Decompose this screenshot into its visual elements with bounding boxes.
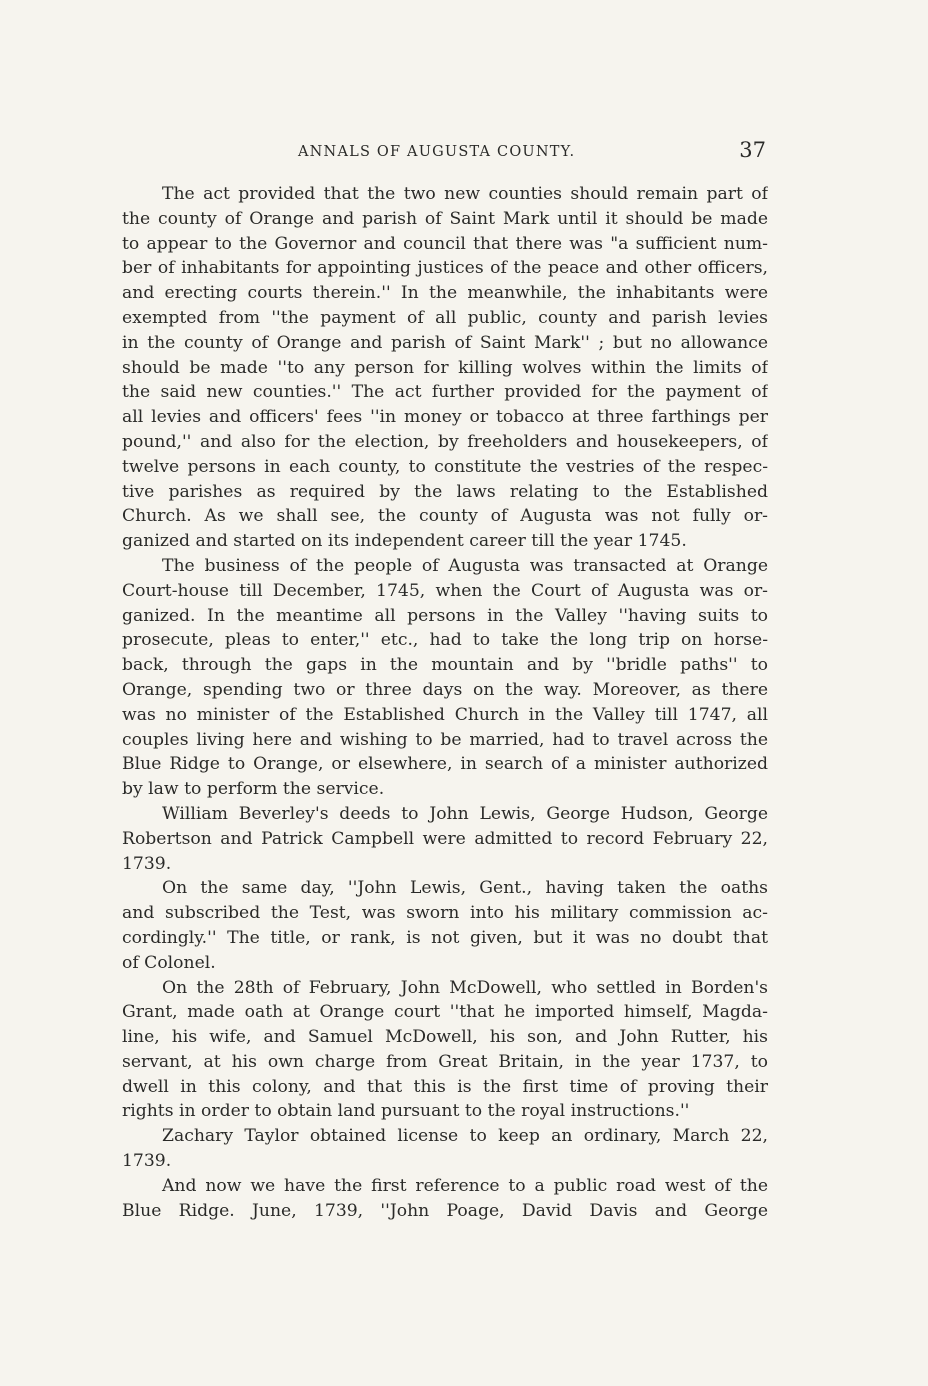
text-line: twelve persons in each county, to constitute the vestries of the respec-	[122, 456, 768, 477]
text-line: the county of Orange and parish of Saint Mark until it should be made	[122, 208, 768, 229]
text-line: the said new counties.'' The act further provided for the payment of	[122, 382, 768, 403]
text-line: Church. As we shall see, the county of Augusta was not fully or-	[122, 506, 768, 527]
text-line: 1739.	[122, 853, 172, 874]
text-line: William Beverley's deeds to John Lewis, George Hudson, George	[162, 803, 768, 824]
text-line: ber of inhabitants for appointing justices of the peace and other officers,	[122, 258, 768, 279]
text-line: Robertson and Patrick Campbell were admitted to record February 22,	[122, 828, 768, 849]
text-line: Grant, made oath at Orange court ''that he imported himself, Magda-	[122, 1002, 768, 1023]
text-line: cordingly.'' The title, or rank, is not given, but it was no doubt that	[122, 927, 768, 948]
text-line: should be made ''to any person for killing wolves within the limits of	[122, 357, 768, 378]
text-line: and erecting courts therein.'' In the meanwhile, the inhabitants were	[122, 283, 768, 304]
text-line: On the same day, ''John Lewis, Gent., having taken the oaths	[162, 878, 768, 899]
text-line: Orange, spending two or three days on the way. Moreover, as there	[122, 679, 768, 700]
text-line: was no minister of the Established Church in the Valley till 1747, all	[122, 704, 768, 725]
text-line: back, through the gaps in the mountain and by ''bridle paths'' to	[122, 655, 768, 676]
text-line: Blue Ridge. June, 1739, ''John Poage, David Davis and George	[122, 1200, 768, 1221]
text-line: And now we have the first reference to a public road west of the	[162, 1175, 768, 1196]
text-line: Court-house till December, 1745, when the Court of Augusta was or-	[122, 580, 768, 601]
text-line: tive parishes as required by the laws relating to the Established	[122, 481, 768, 502]
text-line: exempted from ''the payment of all public, county and parish levies	[122, 307, 768, 328]
text-line: line, his wife, and Samuel McDowell, his son, and John Rutter, his	[122, 1027, 768, 1048]
text-line: couples living here and wishing to be married, had to travel across the	[122, 729, 768, 750]
text-line: in the county of Orange and parish of Saint Mark'' ; but no allowance	[122, 332, 768, 353]
text-line: pound,'' and also for the election, by freeholders and housekeepers, of	[122, 431, 768, 452]
text-line: ganized. In the meantime all persons in the Valley ''having suits to	[122, 605, 768, 626]
text-line: prosecute, pleas to enter,'' etc., had to take the long trip on horse-	[122, 630, 768, 651]
text-line: Blue Ridge to Orange, or elsewhere, in search of a minister authorized	[122, 754, 768, 775]
text-line: 1739.	[122, 1151, 172, 1172]
text-line: On the 28th of February, John McDowell, who settled in Borden's	[162, 977, 768, 998]
text-line: The act provided that the two new counties should remain part of	[162, 184, 768, 204]
running-head	[122, 138, 768, 168]
text-line: rights in order to obtain land pursuant to the royal instructions.''	[122, 1101, 690, 1122]
text-line: of Colonel.	[122, 952, 216, 973]
body-text	[122, 182, 768, 1223]
text-line: all levies and officers' fees ''in money or tobacco at three farthings per	[122, 407, 768, 428]
text-line: ganized and started on its independent career till the year 1745.	[122, 531, 687, 552]
text-line: to appear to the Governor and council that there was "a sufficient num-	[122, 233, 768, 254]
text-line: by law to perform the service.	[122, 779, 385, 800]
running-title: ANNALS OF AUGUSTA COUNTY.	[298, 144, 576, 160]
page-number: 37	[739, 138, 766, 162]
text-line: dwell in this colony, and that this is the first time of proving their	[122, 1076, 768, 1097]
text-line: and subscribed the Test, was sworn into his military commission ac-	[122, 903, 768, 924]
text-line: The business of the people of Augusta was transacted at Orange	[162, 555, 768, 576]
text-line: servant, at his own charge from Great Britain, in the year 1737, to	[122, 1051, 768, 1072]
text-line: Zachary Taylor obtained license to keep an ordinary, March 22,	[162, 1126, 768, 1147]
